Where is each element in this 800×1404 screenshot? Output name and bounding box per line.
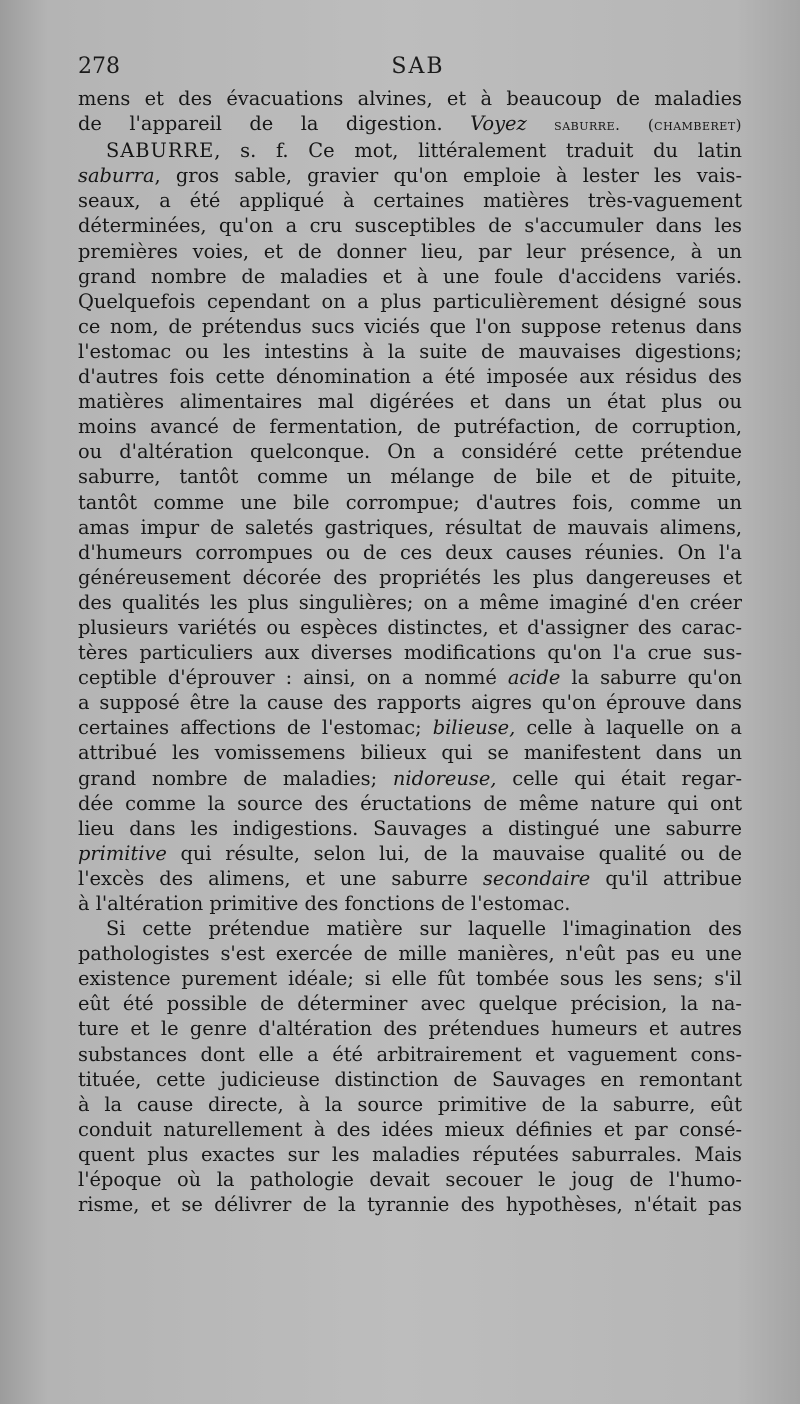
text-line: quent plus exactes sur les maladies réputées saburrales. Mais: [78, 1142, 742, 1166]
text-line: risme, et se délivrer de la tyrannie des hypothèses, n'était pas: [78, 1193, 742, 1217]
text-line: substances dont elle a été arbitrairement et vaguement cons-: [78, 1042, 742, 1066]
text-line: saburra, gros sable, gravier qu'on emploie à lester les vais-: [78, 164, 742, 188]
text-line: pathologistes s'est exercée de mille manières, n'eût pas eu une: [78, 942, 742, 966]
text-line: déterminées, qu'on a cru susceptibles de s'accumuler dans les: [78, 214, 742, 238]
text-line: tantôt comme une bile corrompue; d'autres fois, comme un: [78, 490, 742, 514]
term-nidoreuse: nidoreuse,: [392, 766, 497, 790]
paragraph-second: [78, 916, 742, 1217]
text-line: a supposé être la cause des rapports aigres qu'on éprouve dans: [78, 691, 742, 715]
text-line: grand nombre de maladies et à une foule d'accidens variés.: [78, 264, 742, 288]
text-line: ce nom, de prétendus sucs viciés que l'on suppose retenus dans: [78, 314, 742, 338]
text-line: plusieurs variétés ou espèces distinctes, et d'assigner des carac-: [78, 615, 742, 639]
text-line: eût été possible de déterminer avec quelque précision, la na-: [78, 992, 742, 1016]
text-line: attribué les vomissemens bilieux qui se manifestent dans un: [78, 741, 742, 765]
text-line: premières voies, et de donner lieu, par leur présence, à un: [78, 239, 742, 263]
text-line: conduit naturellement à des idées mieux définies et par consé-: [78, 1117, 742, 1141]
text-line: certaines affections de l'estomac; bilieuse, celle à laquelle on a: [78, 716, 742, 740]
text-line: grand nombre de maladies; nidoreuse, celle qui était regar-: [78, 766, 742, 790]
text-line: Quelquefois cependant on a plus particulièrement désigné sous: [78, 289, 742, 313]
page-body: [78, 86, 742, 1217]
text-line: amas impur de saletés gastriques, résultat de mauvais alimens,: [78, 515, 742, 539]
text-line: saburre, tantôt comme un mélange de bile et de pituite,: [78, 465, 742, 489]
entry-saburre: [78, 138, 742, 916]
cross-reference-voyez: Voyez: [470, 112, 527, 136]
author-signature: (chamberet): [647, 116, 742, 135]
text-line: seaux, a été appliqué à certaines matières très-vaguement: [78, 189, 742, 213]
text-line: à la cause directe, à la source primitive de la saburre, eût: [78, 1092, 742, 1116]
text-line: des qualités les plus singulières; on a même imaginé d'en créer: [78, 590, 742, 614]
text-line: mens et des évacuations alvines, et à beaucoup de maladies: [78, 87, 742, 110]
text-line: à l'altération primitive des fonctions de l'estomac.: [78, 892, 571, 915]
text-line: moins avancé de fermentation, de putréfaction, de corruption,: [78, 415, 742, 439]
term-secondaire: secondaire: [482, 866, 591, 890]
term-acide: acide: [507, 666, 561, 690]
text-line: ou d'altération quelconque. On a considéré cette prétendue: [78, 440, 742, 464]
text-line: ceptible d'éprouver : ainsi, on a nommé acide la saburre qu'on: [78, 666, 742, 690]
text-line: d'autres fois cette dénomination a été imposée aux résidus des: [78, 365, 742, 389]
text-line: de l'appareil de la digestion. Voyez saburre. (chamberet): [78, 112, 742, 136]
term-bilieuse: bilieuse,: [432, 716, 516, 740]
text-line: tères particuliers aux diverses modifications qu'on l'a crue sus-: [78, 641, 742, 665]
cross-reference-target: saburre.: [554, 116, 621, 135]
text-line: matières alimentaires mal digérées et dans un état plus ou: [78, 390, 742, 414]
page-header: [78, 54, 758, 88]
text-line: lieu dans les indigestions. Sauvages a distingué une saburre: [78, 816, 742, 840]
latin-term: saburra: [78, 164, 155, 188]
text-line: l'excès des alimens, et une saburre secondaire qu'il attribue: [78, 866, 742, 890]
text-line: tituée, cette judicieuse distinction de Sauvages en remontant: [78, 1067, 742, 1091]
text-line: existence purement idéale; si elle fût tombée sous les sens; s'il: [78, 967, 742, 991]
text-line: l'estomac ou les intestins à la suite de mauvaises digestions;: [78, 339, 742, 363]
text-line: d'humeurs corrompues ou de ces deux causes réunies. On l'a: [78, 540, 742, 564]
page-number: 278: [78, 54, 120, 79]
text-line: généreusement décorée des propriétés les plus dangereuses et: [78, 565, 742, 589]
paragraph-continuation: [78, 86, 742, 138]
text-line: ture et le genre d'altération des prétendues humeurs et autres: [78, 1017, 742, 1041]
text-line: l'époque où la pathologie devait secouer le joug de l'humo-: [78, 1168, 742, 1192]
term-primitive: primitive: [78, 841, 167, 865]
entry-headword: SABURRE: [106, 139, 215, 163]
running-head: SAB: [391, 54, 445, 79]
text-line: dée comme la source des éructations de même nature qui ont: [78, 791, 742, 815]
text-line: primitive qui résulte, selon lui, de la mauvaise qualité ou de: [78, 841, 742, 865]
text-line: SABURRE, s. f. Ce mot, littéralement traduit du latin: [106, 139, 742, 163]
text-line: Si cette prétendue matière sur laquelle l'imagination des: [106, 917, 742, 941]
